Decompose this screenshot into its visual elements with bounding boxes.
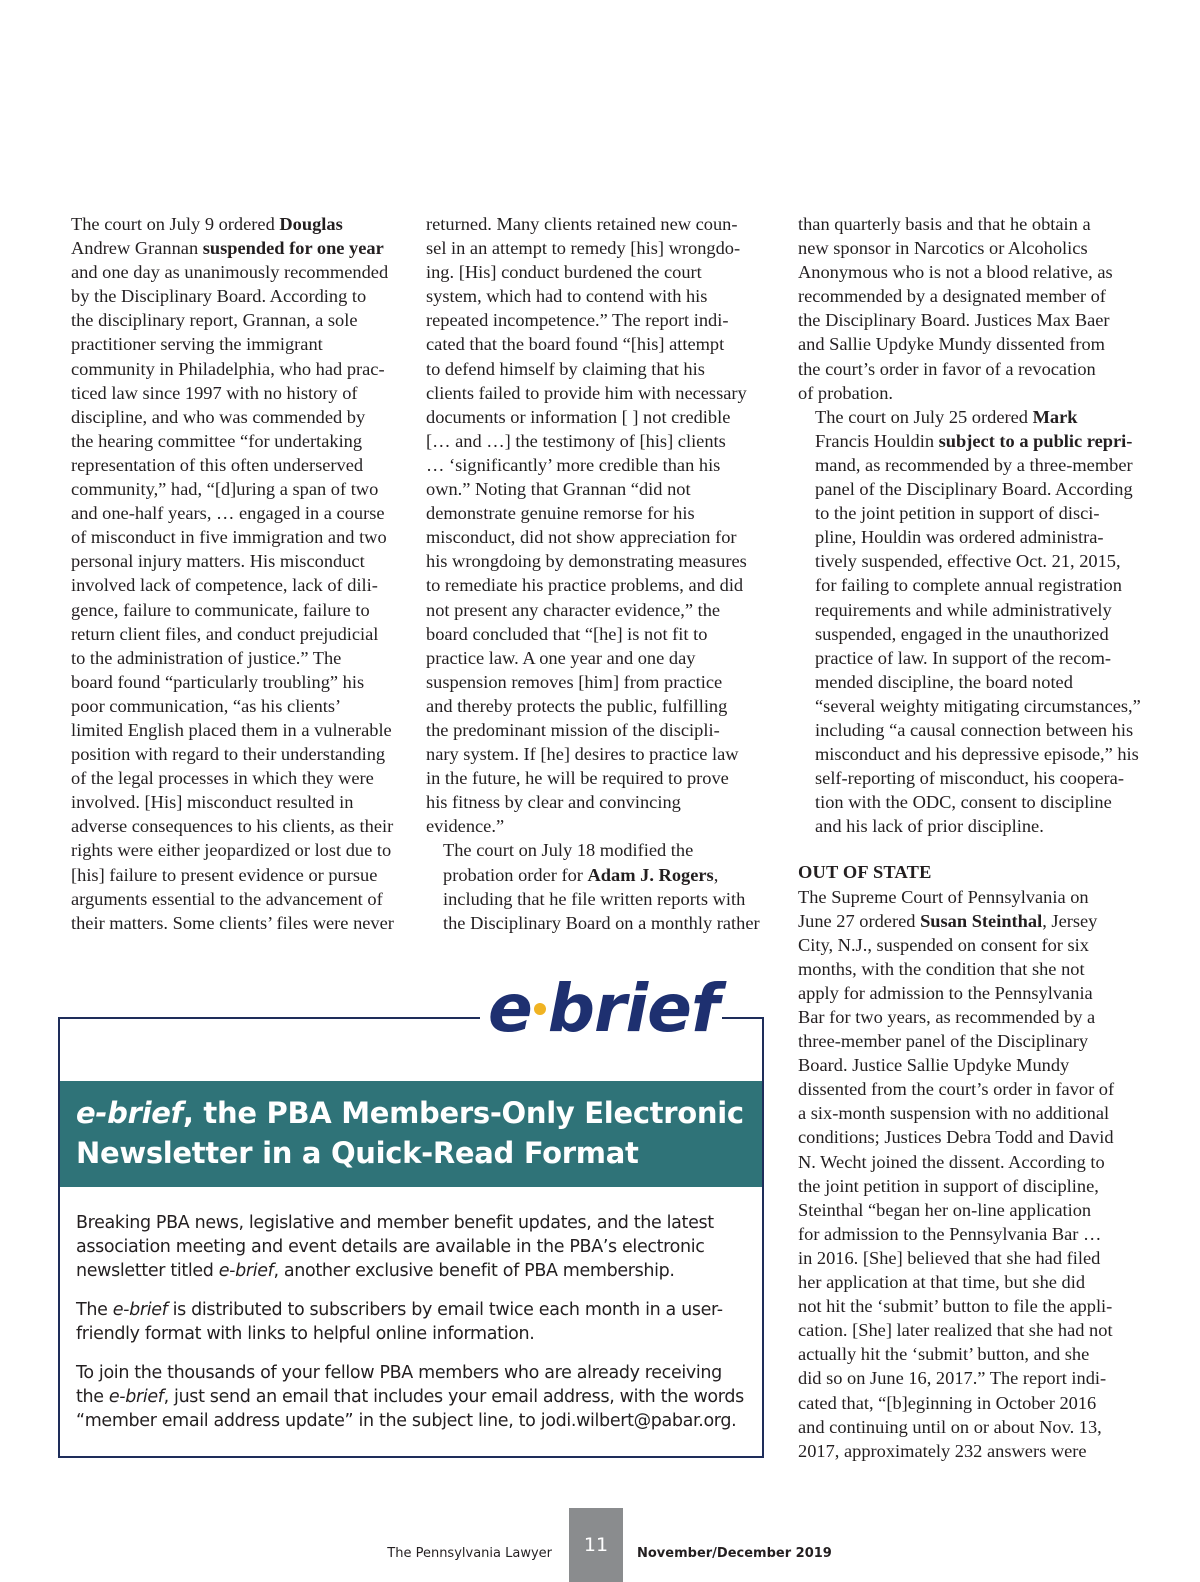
emphasis-text: subject to a public repri- [934,430,1133,451]
text-line: system, which had to contend with his [426,286,708,307]
text-line: misconduct and his depressive episode,” his [815,744,1139,765]
text-line: conditions; Justices Debra Todd and David [798,1127,1114,1148]
article-column-2 [426,212,768,935]
text-line: limited English placed them in a vulnerable [71,719,392,740]
text-line: N. Wecht joined the dissent. According to [798,1151,1105,1172]
article-column-3 [798,212,1142,1463]
text-line: panel of the Disciplinary Board. According [815,479,1133,500]
ebrief-top-rule-right [722,1017,764,1019]
text-segment: The [76,1300,113,1320]
text-line: for admission to the Pennsylvania Bar … [798,1223,1102,1244]
text-line: The Supreme Court of Pennsylvania on [798,886,1089,907]
ebrief-body-paragraph-1 [76,1211,756,1283]
article-column-1 [54,212,396,935]
ebrief-ad-box [58,970,764,1458]
ebrief-body [76,1211,756,1448]
footer-issue: November/December 2019 [637,1546,832,1561]
text-line: sel in an attempt to remedy [his] wrongdo- [426,238,741,259]
text-line: mand, as recommended by a three-member [815,454,1133,475]
text-line [76,1385,756,1409]
text-line: a six-month suspension with no additional [798,1103,1110,1124]
text-segment: newsletter titled [76,1261,219,1281]
text-line: repeated incompetence.” The report indi- [426,310,729,331]
text-line: practice law. A one year and one day [426,647,696,668]
text-line: not present any character evidence,” the [426,599,721,620]
text-line: recommended by a designated member of [798,286,1106,307]
text-line [76,1259,756,1283]
ebrief-logo-brief: brief [547,970,719,1047]
text-line: City, N.J., suspended on consent for six [798,934,1089,955]
text-line: demonstrate genuine remorse for his [426,503,695,524]
text-line: evidence.” [426,816,505,837]
emphasis-text: Susan Steinthal [920,910,1043,931]
text-segment: , [713,864,719,885]
text-line: to the joint petition in support of disci- [815,503,1100,524]
text-segment: the [76,1387,109,1407]
text-line: board found “particularly troubling” his [71,671,365,692]
text-line: pline, Houldin was ordered administra- [815,527,1104,548]
text-line: his wrongdoing by demonstrating measures [426,551,747,572]
text-line: not hit the ‘submit’ button to file the appli- [798,1296,1113,1317]
text-line: requirements and while administratively [815,599,1112,620]
rogers-paragraph-continued [798,212,1142,405]
text-line: the predominant mission of the discipli- [426,719,720,740]
text-line: his fitness by clear and convincing [426,792,681,813]
text-segment: , just send an email that includes your email address, with the words [163,1387,744,1407]
text-line: nary system. If [he] desires to practice law [426,744,739,765]
text-line: than quarterly basis and that he obtain a [798,214,1091,234]
ebrief-logo-e: e [488,970,532,1047]
text-line: cation. [She] later realized that she had not [798,1320,1113,1341]
text-line: including that he file written reports with [443,888,746,909]
text-line: of misconduct in five immigration and two [71,527,387,548]
text-line: the court’s order in favor of a revocation [798,358,1096,379]
text-line [54,212,396,236]
text-line: three-member panel of the Disciplinary [798,1031,1089,1052]
text-line: return client files, and conduct prejudicial [71,623,379,644]
text-line: association meeting and event details are available in the PBA’s electronic [76,1237,705,1257]
text-line: to the administration of justice.” The [71,647,342,668]
emphasis-text: Adam J. Rogers [587,864,714,885]
grannan-paragraph [54,212,396,935]
text-line: Bar for two years, as recommended by a [798,1007,1096,1027]
ebrief-body-paragraph-3 [76,1361,756,1433]
out-of-state-heading: OUT OF STATE [798,862,932,883]
text-line: “member email address update” in the subject line, to jodi.wilbert@pabar.org. [76,1411,737,1431]
emphasis-text: Douglas [279,214,343,234]
text-line: community in Philadelphia, who had prac- [71,358,385,379]
ebrief-banner-italic: e-brief [76,1096,183,1130]
text-line: new sponsor in Narcotics or Alcoholics [798,238,1088,259]
text-line: the Disciplinary Board. Justices Max Baer [798,310,1110,331]
text-line: To join the thousands of your fellow PBA members who are already receiving [76,1363,722,1383]
text-segment: , another exclusive benefit of PBA membership. [273,1261,675,1281]
page-footer [0,1508,1200,1582]
text-line: community,” had, “[d]uring a span of two [71,479,379,500]
emphasis-text: Mark [1032,406,1078,427]
emphasis-text: suspended for one year [198,238,384,259]
text-line: did so on June 16, 2017.” The report indi- [798,1368,1107,1389]
text-line: suspension removes [him] from practice [426,671,723,692]
text-line [798,405,1142,429]
ebrief-top-rule-left [58,1017,480,1019]
houldin-paragraph [798,405,1142,839]
text-line: involved lack of competence, lack of dili- [71,575,378,596]
text-line: and one-half years, … engaged in a course [71,503,385,524]
text-line: misconduct, did not show appreciation for [426,527,737,548]
text-line: of probation. [798,382,893,403]
text-line: and continuing until on or about Nov. 13, [798,1416,1102,1437]
text-line: actually hit the ‘submit’ button, and she [798,1344,1090,1365]
emphasis-text: e-brief [218,1261,274,1281]
text-line: the hearing committee “for undertaking [71,430,363,451]
text-line: friendly format with links to helpful online information. [76,1324,535,1344]
text-line: and one day as unanimously recommended [71,262,389,283]
text-line [798,909,1142,933]
text-line [54,236,396,260]
text-line [798,429,1142,453]
text-line: ing. [His] conduct burdened the court [426,262,702,283]
emphasis-text: e-brief [112,1300,168,1320]
text-line: adverse consequences to his clients, as their [71,816,394,837]
text-line: Steinthal “began her on-line application [798,1199,1092,1220]
text-line: The court on July 18 modified the [443,840,694,861]
text-segment: June 27 ordered [798,910,921,931]
text-segment: The court on July 25 ordered [815,406,1033,427]
text-line: practitioner serving the immigrant [71,334,323,355]
text-line: suspended, engaged in the unauthorized [815,623,1109,644]
text-line: representation of this often underserved [71,454,364,475]
text-line: cated that the board found “[his] attempt [426,334,725,355]
text-line: personal injury matters. His misconduct [71,551,365,572]
text-line: the Disciplinary Board on a monthly rather [443,912,760,933]
text-line: by the Disciplinary Board. According to [71,286,367,307]
text-line: and his lack of prior discipline. [815,816,1044,837]
text-line: clients failed to provide him with necessary [426,382,747,403]
text-line: Board. Justice Sallie Updyke Mundy [798,1055,1070,1076]
footer-publication: The Pennsylvania Lawyer [387,1546,552,1561]
ebrief-banner-line-1 [76,1093,746,1133]
text-line: to remediate his practice problems, and did [426,575,744,596]
text-line: apply for admission to the Pennsylvania [798,982,1093,1003]
text-segment: is distributed to subscribers by email twice each month in a user- [167,1300,723,1320]
ebrief-banner [60,1081,762,1187]
text-line: returned. Many clients retained new coun- [426,214,738,234]
text-segment: Andrew Grannan [71,238,199,259]
text-line: “several weighty mitigating circumstances,” [815,695,1141,716]
text-line: to defend himself by claiming that his [426,358,705,379]
text-line: the disciplinary report, Grannan, a sole [71,310,358,331]
text-line: [… and …] the testimony of [his] clients [426,430,726,451]
text-line [76,1298,756,1322]
text-line: 2017, approximately 232 answers were [798,1440,1087,1461]
text-line: poor communication, “as his clients’ [71,695,342,716]
text-line: board concluded that “[he] is not fit to [426,623,708,644]
text-line: tively suspended, effective Oct. 21, 2015, [815,551,1121,572]
text-line: including “a causal connection between his [815,719,1134,740]
text-line: Breaking PBA news, legislative and member benefit updates, and the latest [76,1213,714,1233]
ebrief-banner-line-1-text: , the PBA Members-Only Electronic [182,1096,744,1130]
footer-page-number: 11 [569,1508,623,1582]
text-line [426,863,768,887]
text-segment: , Jersey [1042,910,1098,931]
text-segment: probation order for [443,864,588,885]
text-line: months, with the condition that she not [798,958,1085,979]
text-line: the joint petition in support of discipline, [798,1175,1099,1196]
text-line: gence, failure to communicate, failure to [71,599,370,620]
text-line: and Sallie Updyke Mundy dissented from [798,334,1105,355]
grannan-paragraph-continued [426,212,768,838]
ebrief-banner-line-2: Newsletter in a Quick-Read Format [76,1136,639,1170]
text-line: cated that, “[b]eginning in October 2016 [798,1392,1097,1413]
text-line: involved. [His] misconduct resulted in [71,792,354,813]
text-line: rights were either jeopardized or lost due to [71,840,392,861]
text-line: self-reporting of misconduct, his coopera- [815,768,1124,789]
text-line: position with regard to their understanding [71,744,386,765]
text-line: [his] failure to present evidence or pursue [71,864,378,885]
rogers-paragraph [426,838,768,934]
text-line: in 2016. [She] believed that she had filed [798,1247,1101,1268]
text-line: her application at that time, but she did [798,1272,1086,1293]
text-line: own.” Noting that Grannan “did not [426,479,691,500]
text-line: ticed law since 1997 with no history of [71,382,358,403]
text-line: tion with the ODC, consent to discipline [815,792,1112,813]
text-line: for failing to complete annual registration [815,575,1122,596]
text-line: mended discipline, the board noted [815,671,1073,692]
steinthal-paragraph [798,885,1142,1463]
text-line: documents or information [ ] not credible [426,406,731,427]
text-line: … ‘significantly’ more credible than his [426,454,721,475]
text-line: Anonymous who is not a blood relative, as [798,262,1113,283]
text-line: and thereby protects the public, fulfilling [426,695,728,716]
text-segment: The court on July 9 ordered [71,214,280,234]
ebrief-logo [488,970,719,1047]
text-segment: Francis Houldin [815,430,935,451]
ebrief-body-paragraph-2 [76,1298,756,1346]
text-line: in the future, he will be required to prove [426,768,729,789]
ebrief-logo-dot-icon [534,1003,546,1015]
text-line: their matters. Some clients’ files were never [71,912,394,933]
text-line: arguments essential to the advancement of [71,888,383,909]
text-line: dissented from the court’s order in favor of [798,1079,1115,1100]
text-line: of the legal processes in which they were [71,768,374,789]
text-line: practice of law. In support of the recom- [815,647,1112,668]
text-line: discipline, and who was commended by [71,406,366,427]
emphasis-text: e-brief [108,1387,164,1407]
